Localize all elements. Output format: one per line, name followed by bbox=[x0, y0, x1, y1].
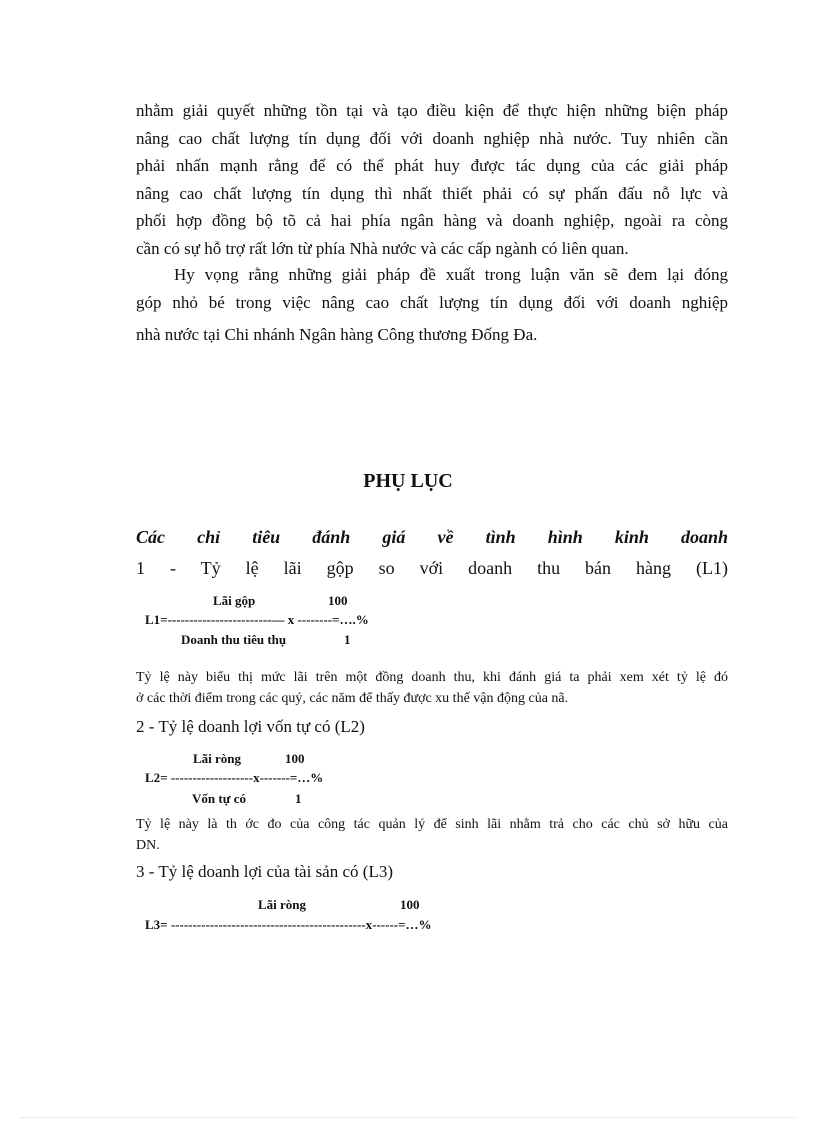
l2-denominator: Vốn tự có bbox=[192, 791, 247, 806]
text-line: phải nhấn mạnh rằng để có thể phát huy được tác dụng của các giải pháp bbox=[136, 156, 728, 176]
l3-numerator: Lãi ròng bbox=[258, 897, 307, 912]
text-line: cần có sự hỗ trợ rất lớn từ phía Nhà nước và các cấp ngành có liên quan. bbox=[136, 238, 629, 258]
paragraph-conclusion bbox=[136, 97, 728, 263]
text-line: nâng cao chất lượng tín dụng thì nhất thiết phải có sự phấn đấu nỗ lực và bbox=[136, 183, 728, 203]
text-line: nâng cao chất lượng tín dụng đối với doanh nghiệp nhà nước. Tuy nhiên cần bbox=[136, 128, 728, 148]
l2-description-line: Tỷ lệ này là th ớc đo của công tác quản lý để sinh lãi nhằm trả cho các chủ sở hữu của bbox=[136, 817, 728, 832]
l3-formula: L3= ---------------------------------------------x------=…% bbox=[145, 917, 432, 932]
paragraph-hope bbox=[136, 261, 728, 348]
appendix-title: PHỤ LỤC bbox=[363, 470, 453, 492]
l1-denominator: Doanh thu tiêu thụ bbox=[181, 632, 287, 647]
l2-numerator-factor: 100 bbox=[285, 751, 305, 766]
l3-numerator-factor: 100 bbox=[400, 897, 420, 912]
text-line: nhằm giải quyết những tồn tại và tạo điều kiện để thực hiện những biện pháp bbox=[136, 101, 728, 120]
page-bottom-divider bbox=[20, 1117, 796, 1118]
l2-formula: L2= -------------------x-------=…% bbox=[145, 770, 324, 785]
l2-denominator-factor: 1 bbox=[295, 791, 302, 806]
l1-heading: 1 - Tỷ lệ lãi gộp so với doanh thu bán hàng (L1) bbox=[136, 558, 728, 578]
l1-numerator-factor: 100 bbox=[328, 593, 348, 608]
l1-numerator: Lãi gộp bbox=[213, 593, 256, 608]
text-line: phối hợp đồng bộ tõ cả hai phía ngân hàng và doanh nghiệp, ngoài ra còng bbox=[136, 211, 728, 231]
l3-heading: 3 - Tỷ lệ doanh lợi của tài sản có (L3) bbox=[136, 862, 393, 881]
l1-description-line: ở các thời điểm trong các quý, các năm để thấy được xu thế vận động của nã. bbox=[136, 691, 569, 706]
l1-formula: L1=------------------------— x --------=….% bbox=[145, 612, 369, 627]
text-line: Hy vọng rằng những giải pháp đề xuất trong luận văn sẽ đem lại đóng bbox=[174, 265, 728, 284]
l1-denominator-factor: 1 bbox=[344, 632, 351, 647]
text-line: nhà nước tại Chi nhánh Ngân hàng Công thương Đống Đa. bbox=[136, 324, 538, 344]
l2-heading: 2 - Tỷ lệ doanh lợi vốn tự có (L2) bbox=[136, 717, 365, 736]
text-line: góp nhỏ bé trong việc nâng cao chất lượng tín dụng đối với doanh nghiệp bbox=[136, 292, 728, 312]
l1-description-line: Tỷ lệ này biểu thị mức lãi trên một đồng doanh thu, khi đánh giá ta phải xem xét tỷ lệ đó bbox=[136, 670, 728, 685]
l2-numerator: Lãi ròng bbox=[193, 751, 242, 766]
section-heading: Các chỉ tiêu đánh giá về tình hình kinh doanh bbox=[136, 527, 728, 547]
l2-description-line: DN. bbox=[136, 838, 160, 853]
